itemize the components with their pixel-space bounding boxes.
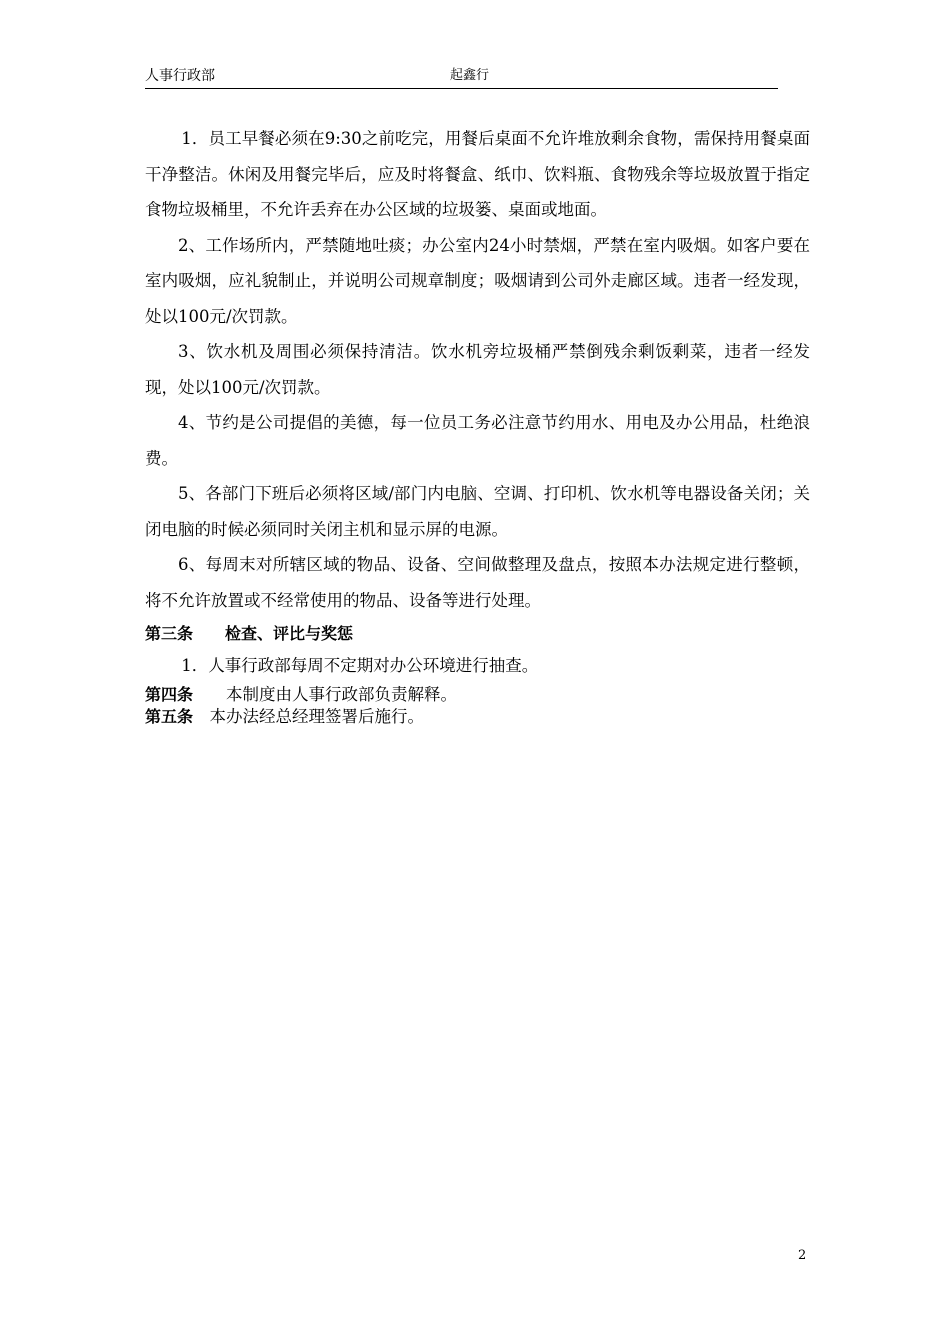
header-department: 人事行政部 [145,68,215,84]
page-number: 2 [798,1248,807,1263]
paragraph-item-2: 2、工作场所内，严禁随地吐痰；办公室内24小时禁烟，严禁在室内吸烟。如客户要在室内吸烟，应礼貌制止，并说明公司规章制度；吸烟请到公司外走廊区域。违者一经发现，处以100元/次罚款。 [145,235,810,326]
article5-label: 第五条 [145,707,194,726]
article4-text: 本制度由人事行政部负责解释。 [193,685,458,704]
header-company: 起鑫行 [450,68,490,83]
article3-title: 第三条 检查、评比与奖惩 [145,624,354,643]
paragraph-item-3: 3、饮水机及周围必须保持清洁。饮水机旁垃圾桶严禁倒残余剩饭剩菜，违者一经发现，处以100元/次罚款。 [145,342,810,397]
paragraph-item-5: 5、各部门下班后必须将区域/部门内电脑、空调、打印机、饮水机等电器设备关闭；关闭电脑的时候必须同时关闭主机和显示屏的电源。 [145,484,810,539]
article3-item-1: 1．人事行政部每周不定期对办公环境进行抽查。 [181,656,539,675]
article4-label: 第四条 [145,685,194,704]
document-body [145,121,810,728]
article4-line [145,684,810,706]
page-header [145,66,778,89]
article5-line [145,706,810,728]
paragraph-item-6: 6、每周末对所辖区域的物品、设备、空间做整理及盘点，按照本办法规定进行整顿，将不允许放置或不经常使用的物品、设备等进行处理。 [145,555,810,610]
paragraph-item-4: 4、节约是公司提倡的美德，每一位员工务必注意节约用水、用电及办公用品，杜绝浪费。 [145,413,810,468]
article5-text: 本办法经总经理签署后施行。 [193,707,425,726]
paragraph-item-1: 1．员工早餐必须在9:30之前吃完，用餐后桌面不允许堆放剩余食物，需保持用餐桌面干净整洁。休闲及用餐完毕后，应及时将餐盒、纸巾、饮料瓶、食物残余等垃圾放置于指定食物垃圾桶里，不允许丢弃在办公区域的垃圾篓、桌面或地面。 [145,129,810,219]
